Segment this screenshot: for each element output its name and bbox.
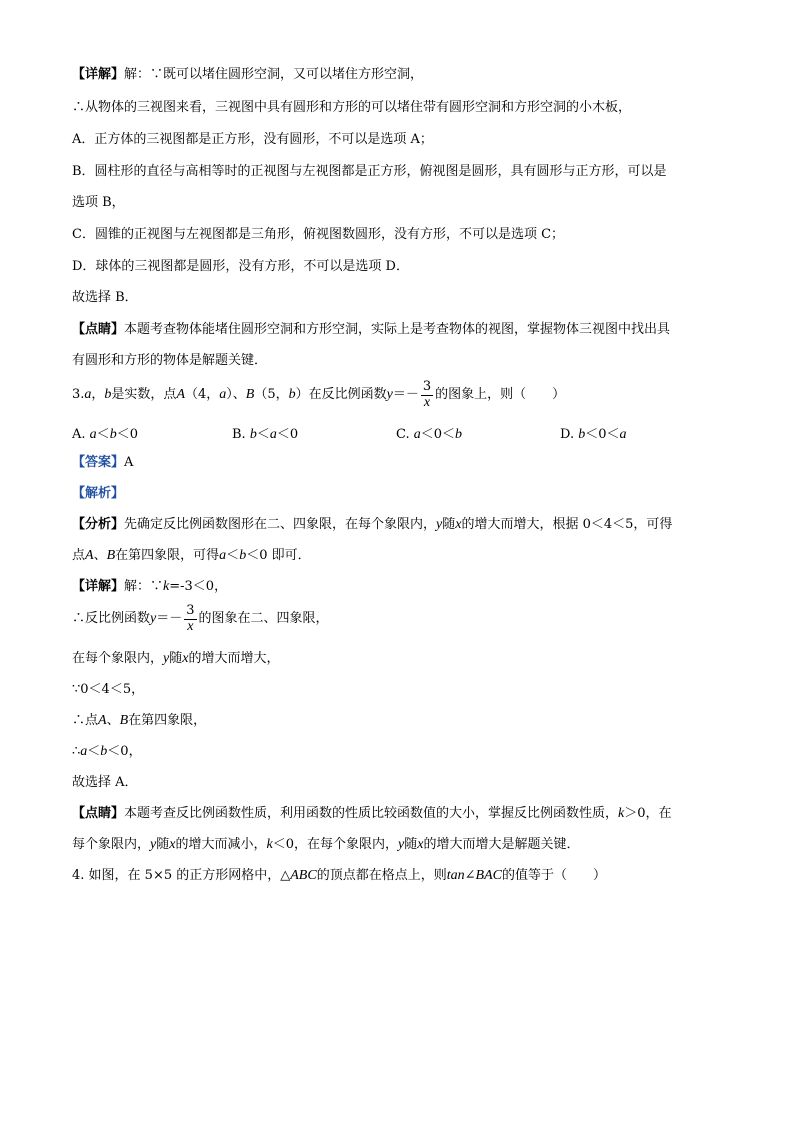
var-b: b: [578, 427, 586, 442]
var-y: y: [436, 517, 443, 532]
fraction-numerator: 3: [422, 379, 432, 394]
detail-tag: 【详解】: [72, 67, 125, 82]
text: ＜0＜: [585, 427, 620, 442]
option-a-explanation: A．正方体的三视图都是正方形，没有圆形，不可以是选项 A；: [72, 132, 433, 147]
option-label: B.: [232, 427, 246, 442]
xiangjie-line-4: ∵0＜4＜5，: [72, 682, 145, 697]
xiangjie-line-3: [72, 650, 279, 668]
var-b: b: [288, 387, 296, 402]
text: ＜0，在每个象限内，: [272, 837, 398, 852]
question-number: 3.: [72, 387, 85, 402]
var-b: b: [104, 387, 112, 402]
fraction: [421, 379, 433, 410]
option-b-explanation: B．圆柱形的直径与高相等时的正视图与左视图都是正方形，俯视图是圆形，具有圆形与正方形，可以是: [72, 164, 667, 179]
var-b: b: [249, 427, 257, 442]
text: ＞0，在: [624, 806, 672, 821]
fraction-denominator: x: [423, 395, 431, 410]
dianjing-tag: 【点睛】: [72, 322, 125, 337]
text: （5，: [254, 387, 289, 402]
xiangjie-tag: 【详解】: [72, 579, 125, 594]
text: ＜: [256, 427, 270, 442]
dianjing-line-2: 有圆形和方形的物体是解题关键．: [72, 353, 268, 368]
var-k: k: [266, 837, 273, 852]
text: 如图，在 5×5 的正方形网格中，△: [88, 868, 291, 883]
var-x: x: [455, 517, 462, 532]
fraction-denominator: x: [187, 619, 194, 634]
text: 本题考查反比例函数性质，利用函数的性质比较函数值的大小，掌握反比例函数性质，: [124, 806, 619, 821]
text: 的增大而减小，: [175, 837, 267, 852]
option-b-explanation-cont: 选项 B，: [72, 195, 125, 210]
text: ）在反比例函数: [295, 387, 387, 402]
text: ＜0: [276, 427, 299, 442]
text: ＜0＜: [420, 427, 456, 442]
text: 解：∵: [124, 579, 164, 594]
comma: ，: [91, 387, 105, 402]
text: 随: [442, 517, 456, 532]
text: ＝－: [156, 611, 183, 626]
text: 在第四象限，可得: [115, 548, 220, 563]
var-a: a: [413, 427, 421, 442]
fenxi-line-1: [72, 516, 672, 534]
answer-tag: 【答案】: [72, 455, 125, 470]
text: 的值等于（ ）: [501, 868, 606, 883]
question-number: 4.: [72, 868, 85, 883]
text: 每个象限内，: [72, 837, 151, 852]
text: 是实数，点: [111, 387, 177, 402]
var-a: a: [219, 387, 227, 402]
dianjing2-line-1: [72, 805, 672, 823]
text: ∴点: [72, 713, 99, 728]
var-x: x: [182, 651, 189, 666]
text: 随: [169, 651, 183, 666]
var-y: y: [163, 651, 170, 666]
xiangjie-line-5: [72, 712, 206, 730]
option-a: [72, 423, 138, 443]
var-b: b: [100, 744, 108, 759]
text: 的增大而增大是解题关键．: [423, 837, 580, 852]
text: ＜: [226, 548, 240, 563]
text: 的图象在二、四象限，: [198, 611, 329, 626]
var-y: y: [150, 611, 157, 626]
angle-symbol: ∠: [464, 868, 476, 883]
option-label: A.: [72, 427, 86, 442]
fraction-numerator: 3: [186, 603, 195, 618]
var-x: x: [417, 837, 424, 852]
triangle-name: ABC: [290, 868, 317, 883]
text: ＜0: [116, 427, 138, 442]
point-b: B: [245, 387, 255, 402]
option-d-explanation: D．球体的三视图都是圆形，没有方形，不可以是选项 D．: [72, 259, 409, 274]
detail-text: 解：∵既可以堵住圆形空洞，又可以堵住方形空洞，: [124, 67, 424, 82]
text: 在第四象限，: [128, 713, 207, 728]
text: 随: [156, 837, 170, 852]
var-a: a: [80, 744, 88, 759]
var-b: b: [455, 427, 463, 442]
text: （4，: [185, 387, 220, 402]
var-y: y: [386, 387, 393, 402]
text: 的增大而增大，: [188, 651, 280, 666]
var-b: b: [239, 548, 247, 563]
text: ＜: [96, 427, 110, 442]
fraction: [184, 603, 196, 634]
text: 在每个象限内，: [72, 651, 164, 666]
question-4-stem: [72, 867, 606, 885]
xiangjie-line-7: 故选择 A．: [72, 775, 138, 790]
var-k: k: [618, 806, 625, 821]
detail-line-1: [72, 66, 423, 84]
dianjing-tag: 【点睛】: [72, 806, 125, 821]
option-label: D.: [560, 427, 575, 442]
jiexi-tag: 【解析】: [72, 486, 125, 501]
text: =-3＜0，: [169, 579, 228, 594]
var-y: y: [397, 837, 405, 852]
xiangjie-line-1: [72, 578, 227, 596]
var-a: a: [89, 427, 97, 442]
point-a: A: [85, 548, 94, 563]
text: 的顶点都在格点上，则: [316, 868, 447, 883]
fenxi-line-2: [72, 547, 311, 565]
option-c: [396, 423, 462, 443]
text: ）、: [226, 387, 246, 402]
option-c-explanation: C．圆锥的正视图与左视图都是三角形，俯视图数圆形，没有方形，不可以是选项 C；: [72, 227, 565, 242]
var-b: b: [109, 427, 117, 442]
text: ＜0，: [107, 744, 142, 759]
angle-name: BAC: [475, 868, 502, 883]
var-k: k: [163, 579, 170, 594]
conclusion-line: 故选择 B．: [72, 290, 138, 305]
text: 随: [404, 837, 418, 852]
jiexi-line: [72, 485, 124, 503]
dianjing2-line-2: [72, 836, 579, 854]
dianjing-line-1: [72, 321, 670, 339]
text: 先确定反比例函数图形在二、四象限，在每个象限内，: [124, 517, 437, 532]
text: ＝－: [392, 387, 419, 402]
detail-line-2: ∴从物体的三视图来看，三视图中具有圆形和方形的可以堵住带有圆形空洞和方形空洞的小木板，: [72, 100, 632, 115]
text: ∴反比例函数: [72, 611, 151, 626]
xiangjie-line-2: [72, 602, 329, 636]
tan-function: tan: [446, 868, 465, 883]
text: 的增大而增大，根据 0＜4＜5，可得: [461, 517, 673, 532]
var-a: a: [219, 548, 227, 563]
point-a: A: [98, 713, 107, 728]
var-a: a: [619, 427, 627, 442]
text: 、: [106, 713, 120, 728]
option-label: C.: [396, 427, 410, 442]
text: 的图象上，则（ ）: [435, 387, 566, 402]
option-b: [232, 423, 298, 443]
text: ＜0 即可．: [246, 548, 311, 563]
text: 点: [72, 548, 86, 563]
point-a: A: [176, 387, 185, 402]
text: ∴: [72, 744, 81, 759]
dianjing-text: 本题考查物体能堵住圆形空洞和方形空洞，实际上是考查物体的视图，掌握物体三视图中找出具: [124, 322, 671, 337]
point-b: B: [106, 548, 116, 563]
option-d: [560, 423, 627, 443]
text: 、: [93, 548, 107, 563]
answer-value: A: [124, 455, 134, 470]
answer-line: [72, 454, 133, 472]
fenxi-tag: 【分析】: [72, 517, 125, 532]
var-x: x: [169, 837, 176, 852]
var-y: y: [150, 837, 157, 852]
var-a: a: [84, 387, 92, 402]
var-a: a: [269, 427, 277, 442]
point-b: B: [119, 713, 129, 728]
xiangjie-line-6: [72, 743, 142, 761]
text: ＜: [87, 744, 101, 759]
question-3-stem: [72, 378, 565, 412]
